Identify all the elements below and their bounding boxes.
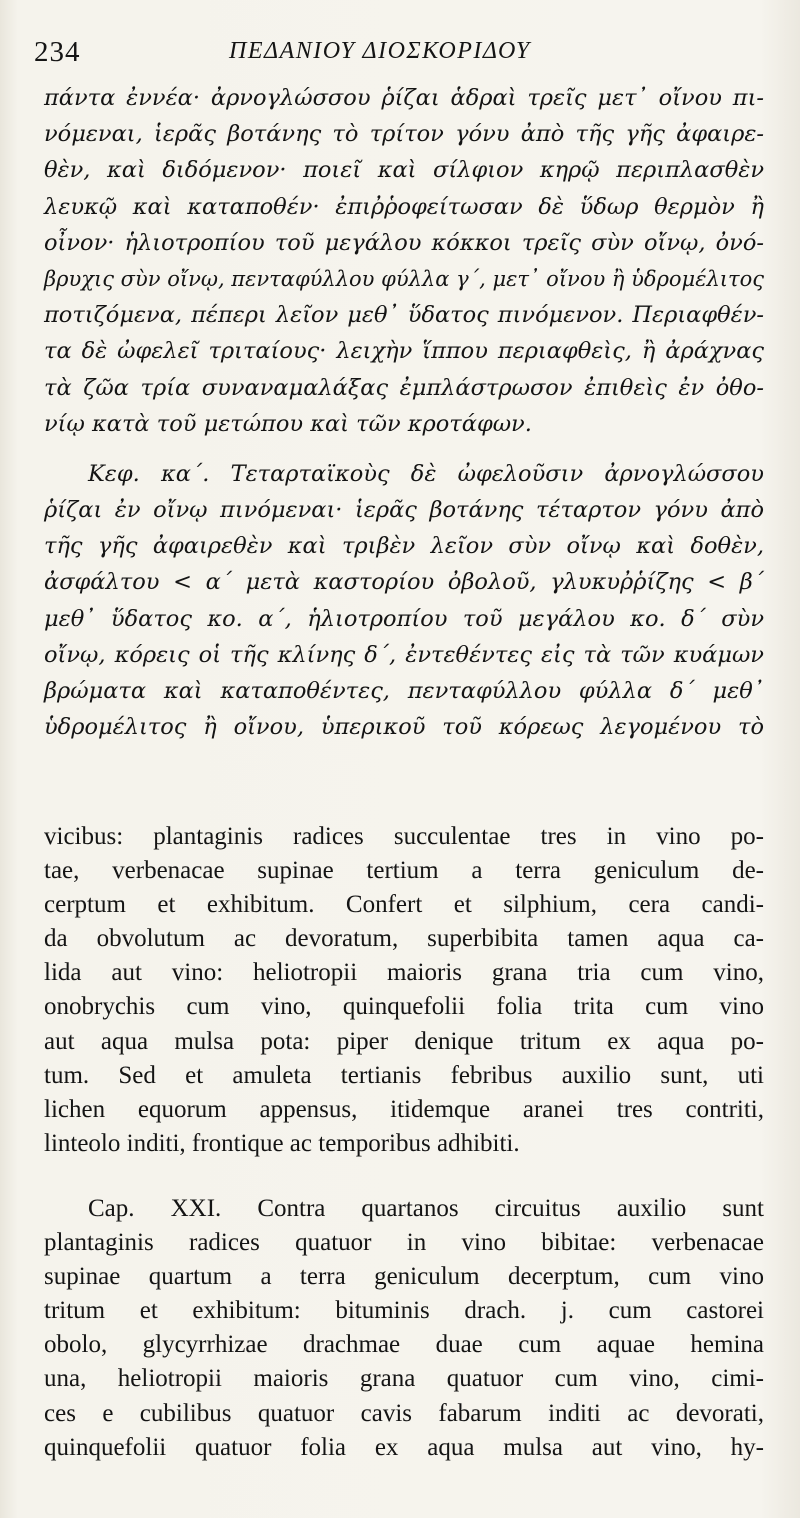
- greek-text-block: [44, 80, 764, 745]
- greek-line: οἶνον· ἡλιοτροπίου τοῦ μεγάλου κόκκοι τρεῖς σὺν οἴνῳ, ὀνό-: [44, 229, 764, 256]
- greek-line: νόμεναι, ἱερᾶς βοτάνης τὸ τρίτον γόνυ ἀπὸ τῆς γῆς ἀφαιρε-: [44, 121, 764, 148]
- latin-line: obolo, glycyrrhizae drachmae duae cum aquae hemina: [44, 1331, 764, 1359]
- latin-line: quinquefolii quatuor folia ex aqua mulsa aut vino, hy-: [44, 1433, 764, 1461]
- greek-line: βρώματα καὶ καταποθέντες, πενταφύλλου φύλλα δ΄ μεθ᾽: [44, 678, 764, 704]
- latin-line: plantaginis radices quatuor in vino bibitae: verbenacae: [44, 1229, 764, 1257]
- greek-line: ῥίζαι ἐν οἴνῳ πινόμεναι· ἱερᾶς βοτάνης τέταρτον γόνυ ἀπὸ: [44, 497, 764, 524]
- greek-line: ποτιζόμενα, πέπερι λεῖον μεθ᾽ ὕδατος πινόμενον. Περιαφθέν-: [44, 302, 764, 329]
- greek-line: ἀσφάλτου < α΄ μετὰ καστορίου ὀβολοῦ, γλυκυῤῥίζης < β΄: [44, 569, 764, 596]
- greek-line: πάντα ἐννέα· ἀρνογλώσσου ῥίζαι ἁδραὶ τρεῖς μετ᾽ οἴνου πι-: [44, 85, 764, 111]
- paragraph-gap: [44, 442, 764, 456]
- greek-line: βρυχις σὺν οἴνῳ, πενταφύλλου φύλλα γ΄, μετ᾽ οἴνου ἢ ὑδρομέλιτος: [44, 266, 765, 291]
- greek-line: λευκῷ καὶ καταποθέν· ἐπιῤῥοφείτωσαν δὲ ὕδωρ θερμὸν ἢ: [44, 193, 764, 220]
- latin-line: tae, verbenacae supinae tertium a terra geniculum de-: [44, 857, 764, 885]
- greek-line: οἴνῳ, κόρεις οἱ τῆς κλίνης δ΄, ἐντεθέντες εἰς τὰ τῶν κυάμων: [44, 641, 764, 668]
- latin-line: tritum et exhibitum: bituminis drach. j. cum castorei: [44, 1297, 764, 1325]
- greek-line: ὑδρομέλιτος ἢ οἴνου, ὑπερικοῦ τοῦ κόρεως λεγομένου τὸ: [44, 714, 764, 741]
- latin-line: linteolo inditi, frontique ac temporibus adhibiti.: [44, 1129, 520, 1157]
- chapter-heading-latin: Cap. XXI. Contra quartanos circuitus auxilio sunt: [88, 1195, 764, 1222]
- latin-text-block: [44, 820, 764, 1161]
- latin-line: ces e cubilibus quatuor cavis fabarum inditi ac devorati,: [44, 1399, 764, 1427]
- latin-line: cerptum et exhibitum. Confert et silphium, cera candi-: [44, 891, 764, 919]
- latin-line: aut aqua mulsa pota: piper denique tritum ex aqua po-: [44, 1027, 764, 1055]
- greek-line: θὲν, καὶ διδόμενον· ποιεῖ καὶ σίλφιον κηρῷ περιπλασθὲν: [44, 157, 764, 184]
- latin-line: lida aut vino: heliotropii maioris grana tria cum vino,: [44, 959, 764, 987]
- latin-line: una, heliotropii maioris grana quatuor cum vino, cimi-: [44, 1365, 764, 1393]
- greek-line: τῆς γῆς ἀφαιρεθὲν καὶ τριβὲν λεῖον σὺν οἴνῳ καὶ δοθὲν,: [44, 533, 764, 560]
- chapter-heading-greek: Κεφ. κα΄. Τεταρταϊκοὺς δὲ ὠφελοῦσιν ἀρνογλώσσου: [88, 460, 764, 487]
- latin-line: vicibus: plantaginis radices succulentae tres in vino po-: [44, 823, 764, 850]
- page-number: 234: [34, 36, 81, 68]
- latin-line: supinae quartum a terra geniculum decerptum, cum vino: [44, 1263, 764, 1291]
- page-header: [34, 36, 754, 76]
- latin-line: lichen equorum appensus, itidemque aranei tres contriti,: [44, 1095, 764, 1123]
- greek-line: μεθ᾽ ὕδατος κο. α΄, ἡλιοτροπίου τοῦ μεγάλου κο. δ΄ σὺν: [44, 605, 764, 632]
- greek-line: νίῳ κατὰ τοῦ μετώπου καὶ τῶν κροτάφων.: [44, 410, 532, 437]
- greek-line: τὰ ζῶα τρία συναναμαλάξας ἐμπλάστρωσον ἐπιθεὶς ἐν ὀθο-: [44, 374, 764, 401]
- latin-line: onobrychis cum vino, quinquefolii folia trita cum vino: [44, 993, 764, 1021]
- latin-line: da obvolutum ac devoratum, superbibita tamen aqua ca-: [44, 925, 764, 953]
- latin-line: tum. Sed et amuleta tertianis febribus auxilio sunt, uti: [44, 1061, 764, 1089]
- running-head: ΠΕΔΑΝΙΟΥ ΔΙΟΣΚΟΡΙΔΟΥ: [229, 38, 531, 64]
- greek-line: τα δὲ ὠφελεῖ τριταίους· λειχὴν ἵππου περιαφθεὶς, ἢ ἀράχνας: [44, 338, 764, 365]
- latin-chapter-block: [44, 1192, 764, 1465]
